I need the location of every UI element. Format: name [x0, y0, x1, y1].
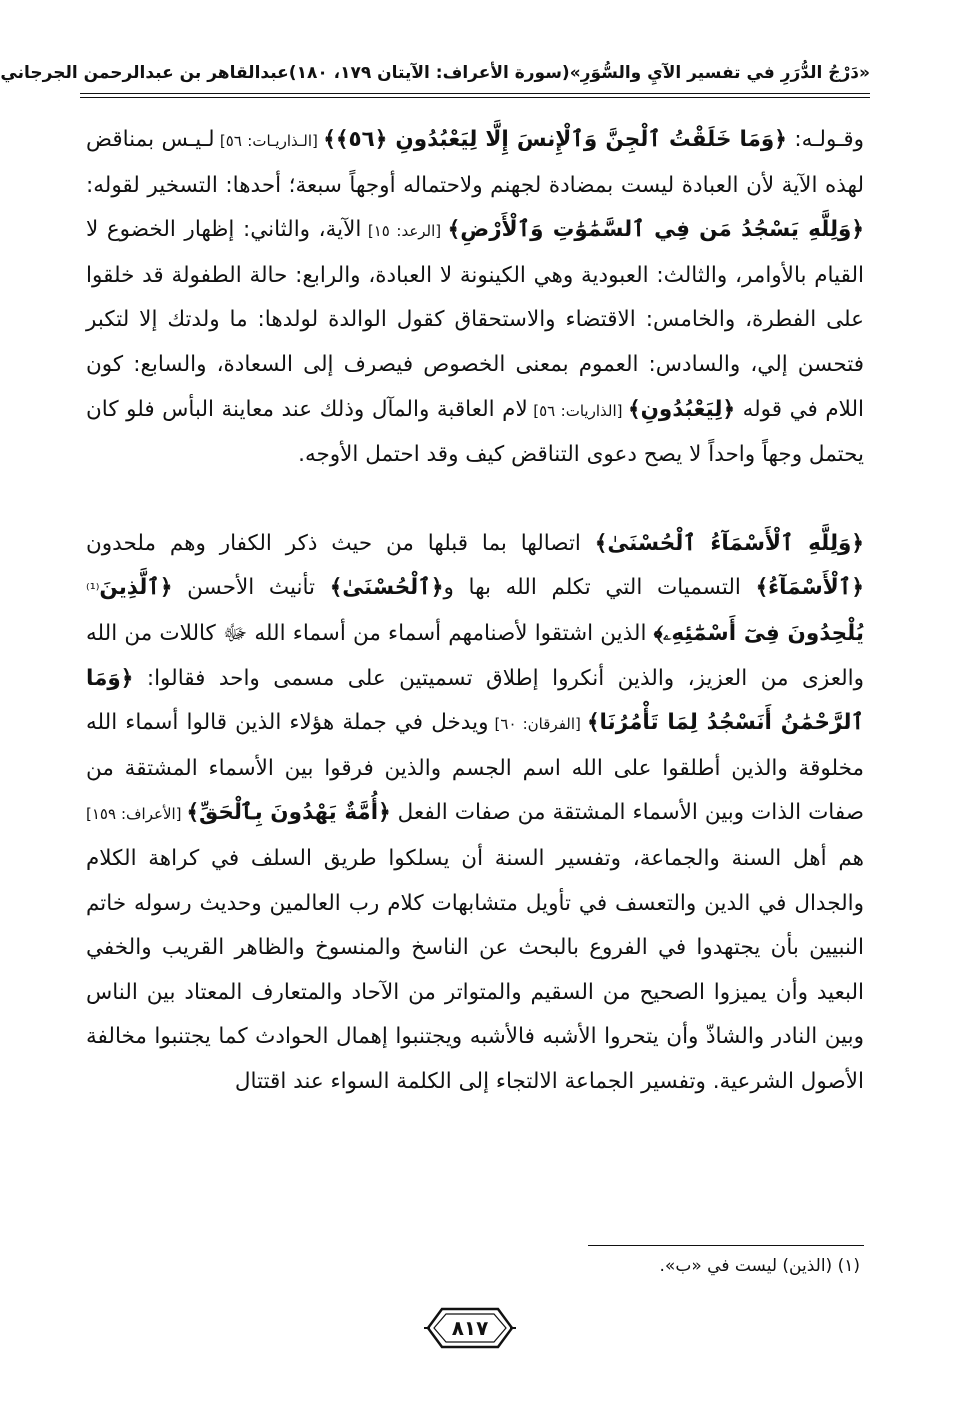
verse-reference: [الفرقان: ٦٠]	[488, 715, 587, 734]
quran-verse: ﴿ٱلَّذِينَ	[99, 575, 173, 601]
verse-reference: [الرعد: ١٥]	[361, 222, 448, 241]
footnote-rule	[588, 1245, 864, 1246]
page-number-ornament	[422, 1303, 518, 1353]
quran-verse: ﴿أُمَّةٌ يَهْدُونَ بِٱلْحَقِّ﴾	[186, 800, 391, 826]
verse-reference: [الذاريات: ٥٦]	[527, 401, 628, 420]
page-number: ٨١٧	[451, 1316, 489, 1340]
header-book-title: «دَرْجُ الدُّرَرِ في تفسير الآيِ والسُّوَرِ»	[569, 63, 870, 83]
verse-reference: [الـذاريـات: ٥٦]	[214, 132, 324, 150]
paragraph-2: ﴿وَلِلَّهِ ٱلْأَسْمَآءُ ٱلْحُسْنَىٰ﴾ اتصالها بما قبلها من حيث ذكر الكفار وهم ملحدون ﴿ٱلْأَسْمَآءُ﴾ التسميات التي تكلم الله بها و﴿ٱلْحُسْنَىٰ﴾ تأنيث الأحسن ﴿ٱلَّذِينَ⁽¹⁾ يُلْحِدُونَ فِىٓ أَسْمَٰٓئِهِۦ﴾ الذين اشتقوا لأصنامهم أسماء من أسماء الله ﷻ كاللات من الله والعزى من العزيز، والذين أنكروا إطلاق تسميتين على مسمى واحد فقالوا: ﴿وَمَا ٱلرَّحْمَٰنُ أَنَسْجُدُ لِمَا تَأْمُرُنَا﴾ [الفرقان: ٦٠] ويدخل في جملة هؤلاء الذين قالوا أسماء الله مخلوقة والذين أطلقوا على الله اسم الجسم والذين فرقوا بين الأسماء المشتقة من صفات الذات وبين الأسماء المشتقة من صفات الفعل ﴿أُمَّةٌ يَهْدُونَ بِٱلْحَقِّ﴾ [الأعراف: ١٥٩] هم أهل السنة والجماعة، وتفسير السنة أن يسلكوا طريق السلف في كراهة الكلام والجدال في الدين والتعسف في تأويل متشابهات كلام رب العالمين وحديث رسوله خاتم النبيين بأن يجتهدوا في الفروع بالبحث عن الناسخ والمنسوخ والظاهر القريب والخفي البعيد وأن يميزوا الصحيح من السقيم والمتواتر من الآحاد والمتعارف المعتاد بين الناس وبين النادر والشاذّ وأن يتحروا الأشبه فالأشبه ويجتنبوا إهمال الحوادث كما يجتنبوا مخالفة الأصول الشرعية. وتفسير الجماعة الالتجاء إلى الكلمة السواء عند اقتتال	[86, 530, 865, 1094]
footnote-marker[interactable]: ⁽¹⁾	[86, 580, 100, 599]
quran-verse: ﴿وَلِلَّهِ يَسْجُدُ مَن فِي ٱلسَّمَٰوَٰتِ وَٱلْأَرْضِ﴾	[447, 217, 865, 243]
header-rule-bottom	[80, 97, 870, 98]
header-surah-reference: (سورة الأعراف: الآيتان ١٧٩، ١٨٠)	[288, 63, 570, 83]
quran-verse: ﴿ٱلْأَسْمَآءُ﴾	[755, 575, 864, 601]
quran-verse: ﴿وَمَا ٱلرَّحْمَٰنُ أَنَسْجُدُ لِمَا تَأْمُرُنَا﴾	[86, 665, 865, 736]
header-author: عبدالقاهر بن عبدالرحمن الجرجاني	[0, 63, 289, 83]
verse-reference: [الأعراف: ١٥٩]	[86, 805, 187, 824]
quran-verse: ﴿وَلِلَّهِ ٱلْأَسْمَآءُ ٱلْحُسْنَىٰ﴾	[594, 530, 864, 556]
quran-verse: يُلْحِدُونَ فِىٓ أَسْمَٰٓئِهِۦ﴾	[653, 620, 864, 646]
paragraph-1: وقـولـه: ﴿وَمَا خَلَقْتُ ٱلْجِنَّ وَٱلْإِنسَ إِلَّا لِيَعْبُدُونِ ﴿٥٦﴾﴾ [الـذاريـات: ٥٦] لـيـس بمناقض لهذه الآية لأن العبادة ليست بمضادة لجهنم ولاحتماله أوجهاً سبعة؛ أحدها: التسخير لقوله: ﴿وَلِلَّهِ يَسْجُدُ مَن فِي ٱلسَّمَٰوَٰتِ وَٱلْأَرْضِ﴾ [الرعد: ١٥] الآية، والثاني: إظهار الخضوع لا القيام بالأوامر، والثالث: العبودية وهي الكينونة لا العبادة، والرابع: حالة الطفولة قد خلقوا على الفطرة، والخامس: الاقتضاء والاستحقاق كقول الوالدة لولدها: ما ولدتك إلا لتكبر فتحسن إلي، والسادس: العموم بمعنى الخصوص فيصرف إلى السعادة، والسابع: كون اللام في قوله ﴿لِيَعْبُدُونِ﴾ [الذاريات: ٥٦] لام العاقبة والمآل وذلك عند معاينة البأس فلو كان يحتمل وجهاً واحداً لا يصح دعوى التناقض كيف وقد احتمل الأوجه.	[86, 127, 865, 468]
main-text	[86, 118, 864, 1104]
header-rule-top	[80, 93, 870, 94]
quran-verse: ﴿لِيَعْبُدُونِ﴾	[627, 396, 736, 422]
footnote: (١) (الذين) ليست في «ب».	[659, 1256, 860, 1276]
quran-verse: ﴿ٱلْحُسْنَىٰ﴾	[329, 575, 444, 601]
running-header	[0, 56, 870, 90]
quran-verse: ﴿وَمَا خَلَقْتُ ٱلْجِنَّ وَٱلْإِنسَ إِلَّا لِيَعْبُدُونِ ﴿٥٦﴾﴾	[323, 127, 787, 152]
